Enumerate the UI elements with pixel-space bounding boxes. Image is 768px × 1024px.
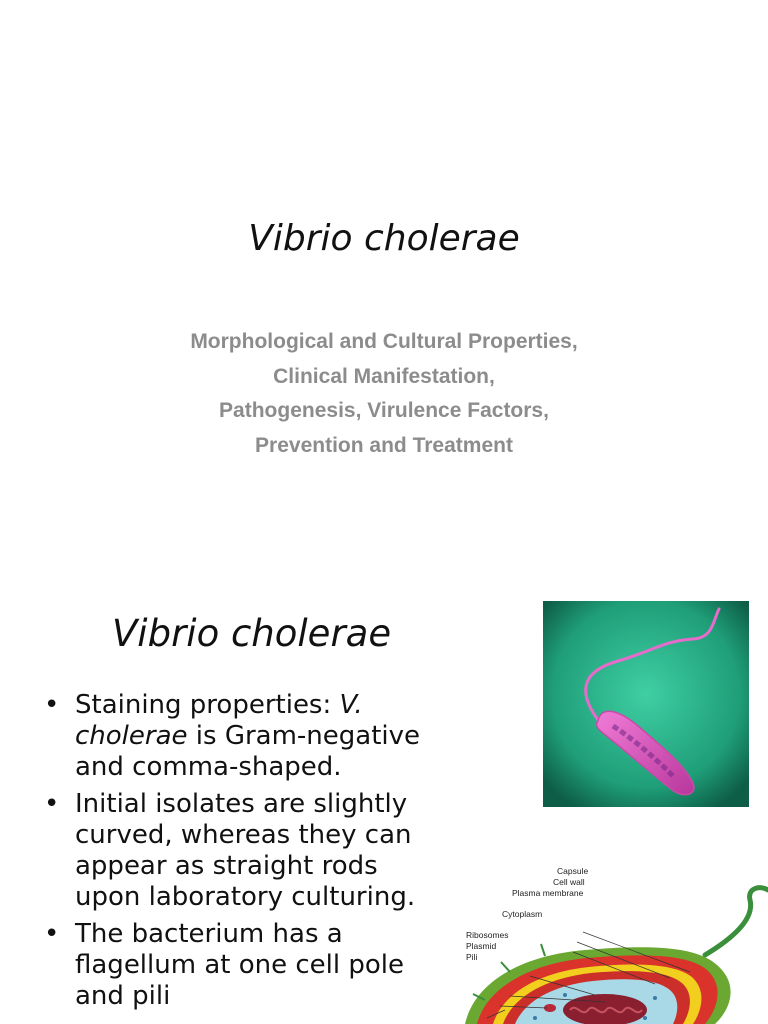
bullet-list xyxy=(44,690,424,1018)
label-cell-wall: Cell wall xyxy=(553,877,585,887)
bullet-text: The bacterium has a flagellum at one cell pole and pili xyxy=(75,919,404,1011)
label-plasma-membrane: Plasma membrane xyxy=(512,888,584,898)
label-cytoplasm: Cytoplasm xyxy=(502,909,543,919)
bullet-item xyxy=(44,690,424,783)
slide-title: Vibrio cholerae xyxy=(248,218,520,259)
subtitle-line: Prevention and Treatment xyxy=(255,433,513,457)
subtitle-line: Morphological and Cultural Properties, xyxy=(190,330,578,353)
bullet-text: Staining properties: xyxy=(75,690,340,720)
label-ribosomes: Ribosomes xyxy=(466,930,509,940)
bullet-item xyxy=(44,919,424,1012)
subtitle-line: Clinical Manifestation, xyxy=(273,364,495,388)
bullet-text: is Gram-negative and comma-shaped. xyxy=(75,721,421,782)
label-pili: Pili xyxy=(466,952,478,962)
subtitle-line: Pathogenesis, Virulence Factors, xyxy=(219,399,549,422)
bullet-dot: • xyxy=(44,690,60,720)
slide-title: Vibrio cholerae xyxy=(112,612,392,655)
bullet-item xyxy=(44,789,424,913)
species-name: V. cholerae xyxy=(75,690,363,751)
bacterium-micrograph xyxy=(543,601,749,807)
label-plasmid: Plasmid xyxy=(466,941,497,951)
bacterial-cell-diagram xyxy=(455,860,768,1024)
bullet-dot: • xyxy=(44,919,60,949)
label-capsule: Capsule xyxy=(557,866,589,876)
content-slide xyxy=(0,560,768,1024)
bullet-dot: • xyxy=(44,789,60,819)
bullet-text: Initial isolates are slightly curved, whereas they can appear as straight rods upon laboratory culturing. xyxy=(75,789,416,912)
slide-subtitle xyxy=(0,325,768,463)
